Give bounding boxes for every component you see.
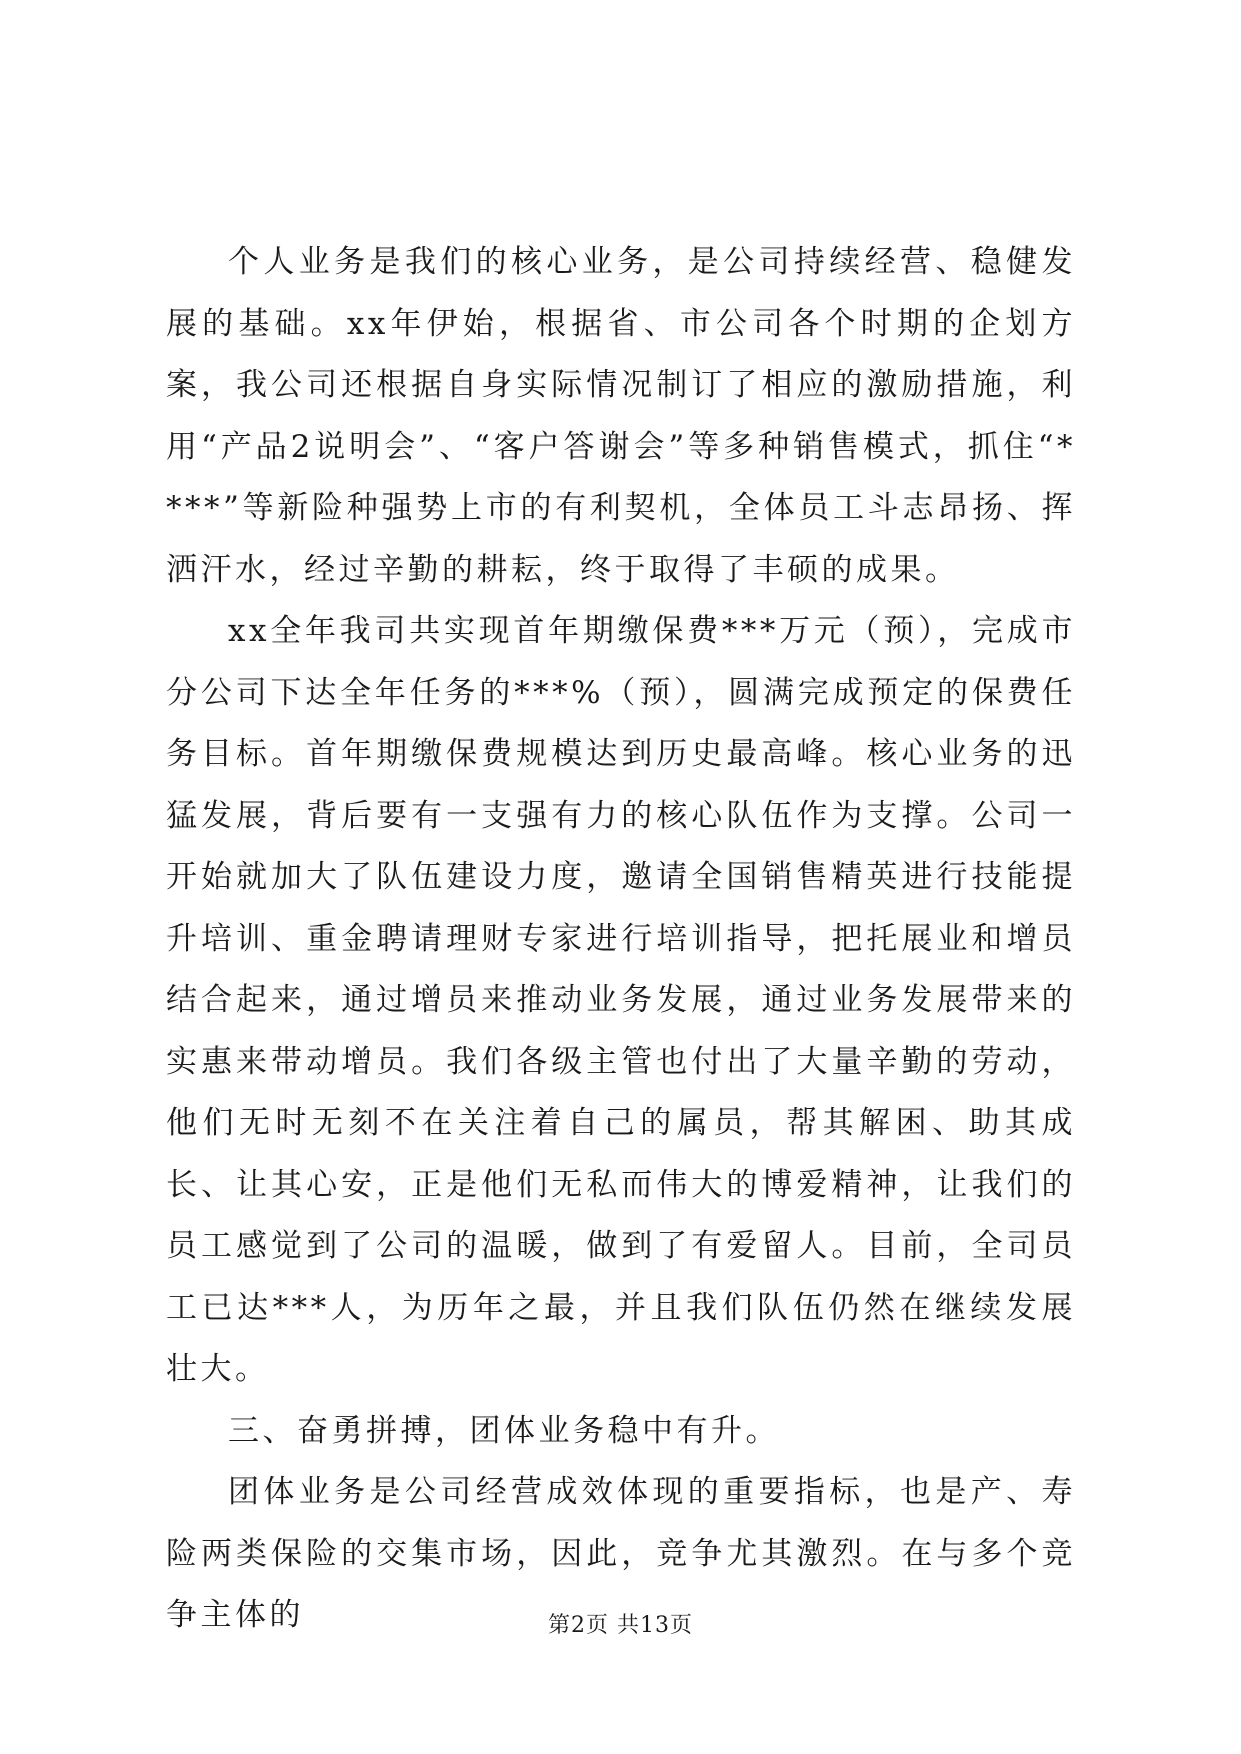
document-body <box>166 232 1076 1647</box>
paragraph-group-business: 团体业务是公司经营成效体现的重要指标，也是产、寿险两类保险的交集市场，因此，竞争尤其激烈。在与多个竞争主体的 <box>166 1474 1076 1633</box>
paragraph-annual-premium: xx全年我司共实现首年期缴保费***万元（预），完成市分公司下达全年任务的***%（预），圆满完成预定的保费任务目标。首年期缴保费规模达到历史最高峰。核心业务的迅猛发展，背后要有一支强有力的核心队伍作为支撑。公司一开始就加大了队伍建设力度，邀请全国销售精英进行技能提升培训、重金聘请理财专家进行培训指导，把托展业和增员结合起来，通过增员来推动业务发展，通过业务发展带来的实惠来带动增员。我们各级主管也付出了大量辛勤的劳动，他们无时无刻不在关注着自己的属员，帮其解困、助其成长、让其心安，正是他们无私而伟大的博爱精神，让我们的员工感觉到了公司的温暖，做到了有爱留人。目前，全司员工已达***人，为历年之最，并且我们队伍仍然在继续发展壮大。 <box>166 613 1076 1387</box>
page-number-footer: 第2页 共13页 <box>548 1613 693 1638</box>
section-heading-group-business: 三、奋勇拼搏，团体业务稳中有升。 <box>228 1412 780 1449</box>
paragraph-personal-business: 个人业务是我们的核心业务，是公司持续经营、稳健发展的基础。xx年伊始，根据省、市公司各个时期的企划方案，我公司还根据自身实际情况制订了相应的激励措施，利用“产品2说明会”、“客户答谢会”等多种销售模式，抓住“****”等新险种强势上市的有利契机，全体员工斗志昂扬、挥洒汗水，经过辛勤的耕耘，终于取得了丰硕的成果。 <box>166 244 1076 588</box>
